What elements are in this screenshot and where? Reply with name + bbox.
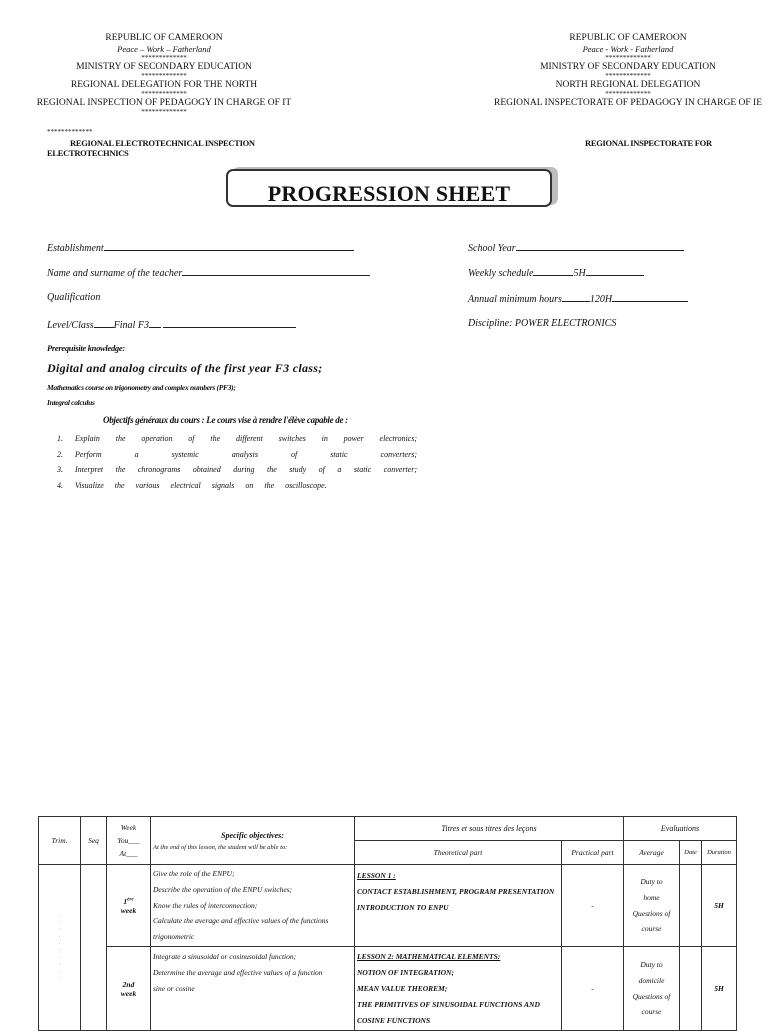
level-line [94,318,114,328]
annual-hours-field [468,292,688,305]
teacher-line [182,266,370,276]
sub-inspection-right: REGIONAL INSPECTORATE FOR [585,138,712,148]
week-number: 1 [123,896,128,906]
qualification-field [47,292,100,303]
separator-stars: ************* [605,90,651,98]
average-line: Questions of [632,991,671,1001]
objective-item [57,431,417,447]
table-row [39,865,737,947]
inspection-name: REGIONAL INSPECTORATE OF PEDAGOGY IN CHARGE OF IE [493,98,763,108]
objectives-cell [151,865,355,947]
average-line: course [641,924,662,934]
specific-objectives-title: Specific objectives: [221,830,284,840]
objective-text: Perform a systemic analysis of static converters; [75,449,417,459]
date-header: Date [680,841,702,865]
specific-objectives-header [151,817,355,865]
week-label: week [120,988,137,998]
lesson-line: MEAN VALUE THEOREM; [357,984,448,993]
objective-number: 3. [57,465,63,475]
prerequisite-item: Mathematics course on trigonometry and complex numbers (PF3); [47,383,236,392]
discipline-label: Discipline: POWER ELECTRONICS [468,318,617,329]
header-right [478,33,768,109]
objective-line: Describe the operation of the ENPU switches; [153,884,293,894]
lesson-line: NOTION OF INTEGRATION; [357,968,454,977]
average-line: course [641,1007,662,1017]
week-number: 2nd [122,979,135,989]
progression-table [38,816,737,1031]
trim-header: Trim. [39,817,81,865]
objective-text: Interpret the chronograms obtained during the study of a static converter; [75,465,417,475]
page-title: PROGRESSION SHEET [267,181,511,206]
theoretical-cell [355,947,562,1031]
duration-header: Duration [702,841,737,865]
average-cell [624,865,680,947]
week-header [107,817,151,865]
objective-line: trigonometric [153,932,195,942]
level-value: Final F3 [113,320,149,331]
lesson-title: LESSON 2: MATHEMATICAL ELEMENTS: [357,952,501,961]
average-line: home [643,892,660,902]
discipline-field [468,318,616,329]
week-label: week [120,905,137,915]
establishment-line [104,241,354,251]
practical-cell: - [562,947,624,1031]
annual-line [612,292,688,302]
average-header: Average [624,841,680,865]
separator-stars: ************* [605,54,651,62]
week-suffix: ère [127,897,134,902]
week-header-line: At___ [119,849,138,858]
practical-part-header: Practical part [562,841,624,865]
delegation-name: REGIONAL DELEGATION FOR THE NORTH [70,80,258,90]
separator-stars: ************* [141,54,187,62]
teacher-field [47,266,370,279]
title-box [226,169,552,207]
objective-number: 1. [57,434,63,443]
annual-line [562,292,590,302]
seq-cell [81,865,107,1031]
objective-text: Visualize the various electrical signals on the oscilloscope. [75,481,327,491]
country-name: REPUBLIC OF CAMEROON [105,33,223,43]
country-name: REPUBLIC OF CAMEROON [569,33,687,43]
prerequisite-item: Integral calculus [47,398,95,407]
prerequisite-heading: Prerequisite knowledge: [47,343,125,353]
annual-hours-value: 120H [589,294,613,305]
lesson-line: THE PRIMITIVES OF SINUSOIDAL FUNCTIONS AND [357,1000,540,1009]
objective-line: Give the role of the ENPU; [153,869,235,878]
school-year-label: School Year [468,243,516,254]
motto: Peace - Work - Fatherland [582,44,674,54]
level-line [163,318,296,328]
annual-hours-label: Annual minimum hours [468,294,562,305]
average-line: Questions of [632,908,671,918]
trim-cell: · · · · · · · · · · [39,865,81,1031]
week-cell [107,865,151,947]
weekly-line [586,266,644,276]
level-field [47,318,296,331]
week-cell [107,947,151,1031]
school-year-field [468,241,684,254]
establishment-field [47,241,354,254]
duration-cell: 5H [702,947,737,1031]
objective-line: Know the rules of interconnection; [153,900,258,910]
theoretical-cell [355,865,562,947]
objective-line: sine or cosine [153,983,195,993]
objective-item [57,447,417,463]
lesson-title: LESSON 1 : [357,871,396,880]
separator-stars: ************* [141,72,187,80]
level-label: Level/Class [47,320,94,331]
ministry-name: MINISTRY OF SECONDARY EDUCATION [540,62,716,72]
lesson-titles-header: Titres et sous titres des leçons [355,817,624,841]
objective-line: Determine the average and effective values of a function [153,967,323,977]
establishment-label: Establishment [47,243,104,254]
teacher-label: Name and surname of the teacher [47,268,183,279]
weekly-schedule-label: Weekly schedule [468,268,534,279]
practical-cell: - [562,865,624,947]
objective-item [57,478,417,494]
table-row [39,947,737,1031]
seq-header: Seq [81,817,107,865]
evaluations-header: Evaluations [624,817,737,841]
level-line [149,318,161,328]
separator-stars: ************* [605,72,651,80]
separator-stars: ************* [141,90,187,98]
sub-inspection-left: REGIONAL ELECTROTECHNICAL INSPECTION [70,138,255,148]
weekly-schedule-value: 5H [573,268,586,279]
lesson-line: CONTACT ESTABLISHMENT, PROGRAM PRESENTATION [357,887,555,896]
motto: Peace – Work – Fatherland [117,44,211,54]
lesson-line: COSINE FUNCTIONS [357,1016,431,1025]
average-line: Duty to [640,876,663,886]
average-line: Duty to [640,959,663,969]
date-cell [680,947,702,1031]
lesson-line: INTRODUCTION TO ENPU [357,903,449,912]
date-cell [680,865,702,947]
objectives-cell [151,947,355,1031]
separator-stars: ************* [47,128,93,136]
objectives-heading: Objectifs généraux du cours : Le cours vise à rendre l'élève capable de : [103,415,348,425]
sub-inspection-left-2: ELECTROTECHNICS [47,148,129,158]
header-left [14,33,314,116]
prerequisite-main: Digital and analog circuits of the first year F3 class; [47,361,323,375]
theoretical-part-header: Theoretical part [355,841,562,865]
objective-line: Integrate a sinusoidal or cosinusoidal function; [153,952,297,961]
specific-objectives-subtitle: At the end of this lesson, the student will be able to: [153,843,288,851]
objective-line: Calculate the average and effective values of the functions [153,916,329,926]
average-line: domicile [638,975,665,985]
objective-number: 4. [57,481,63,491]
objective-number: 2. [57,449,63,459]
inspection-name: REGIONAL INSPECTION OF PEDAGOGY IN CHARGE OF IT [36,98,292,108]
ministry-name: MINISTRY OF SECONDARY EDUCATION [76,62,252,72]
weekly-line [533,266,573,276]
objective-item [57,462,417,478]
objectives-list [57,431,417,494]
average-cell [624,947,680,1031]
week-header-line: Week [120,823,137,832]
weekly-schedule-field [468,266,644,279]
week-header-line: You___ [117,836,140,845]
objective-text: Explain the operation of the different switches in power electronics; [75,434,417,443]
delegation-name: NORTH REGIONAL DELEGATION [555,80,701,90]
qualification-label: Qualification [47,292,101,303]
school-year-line [516,241,684,251]
duration-cell: 5H [702,865,737,947]
separator-stars: ************* [141,108,187,116]
